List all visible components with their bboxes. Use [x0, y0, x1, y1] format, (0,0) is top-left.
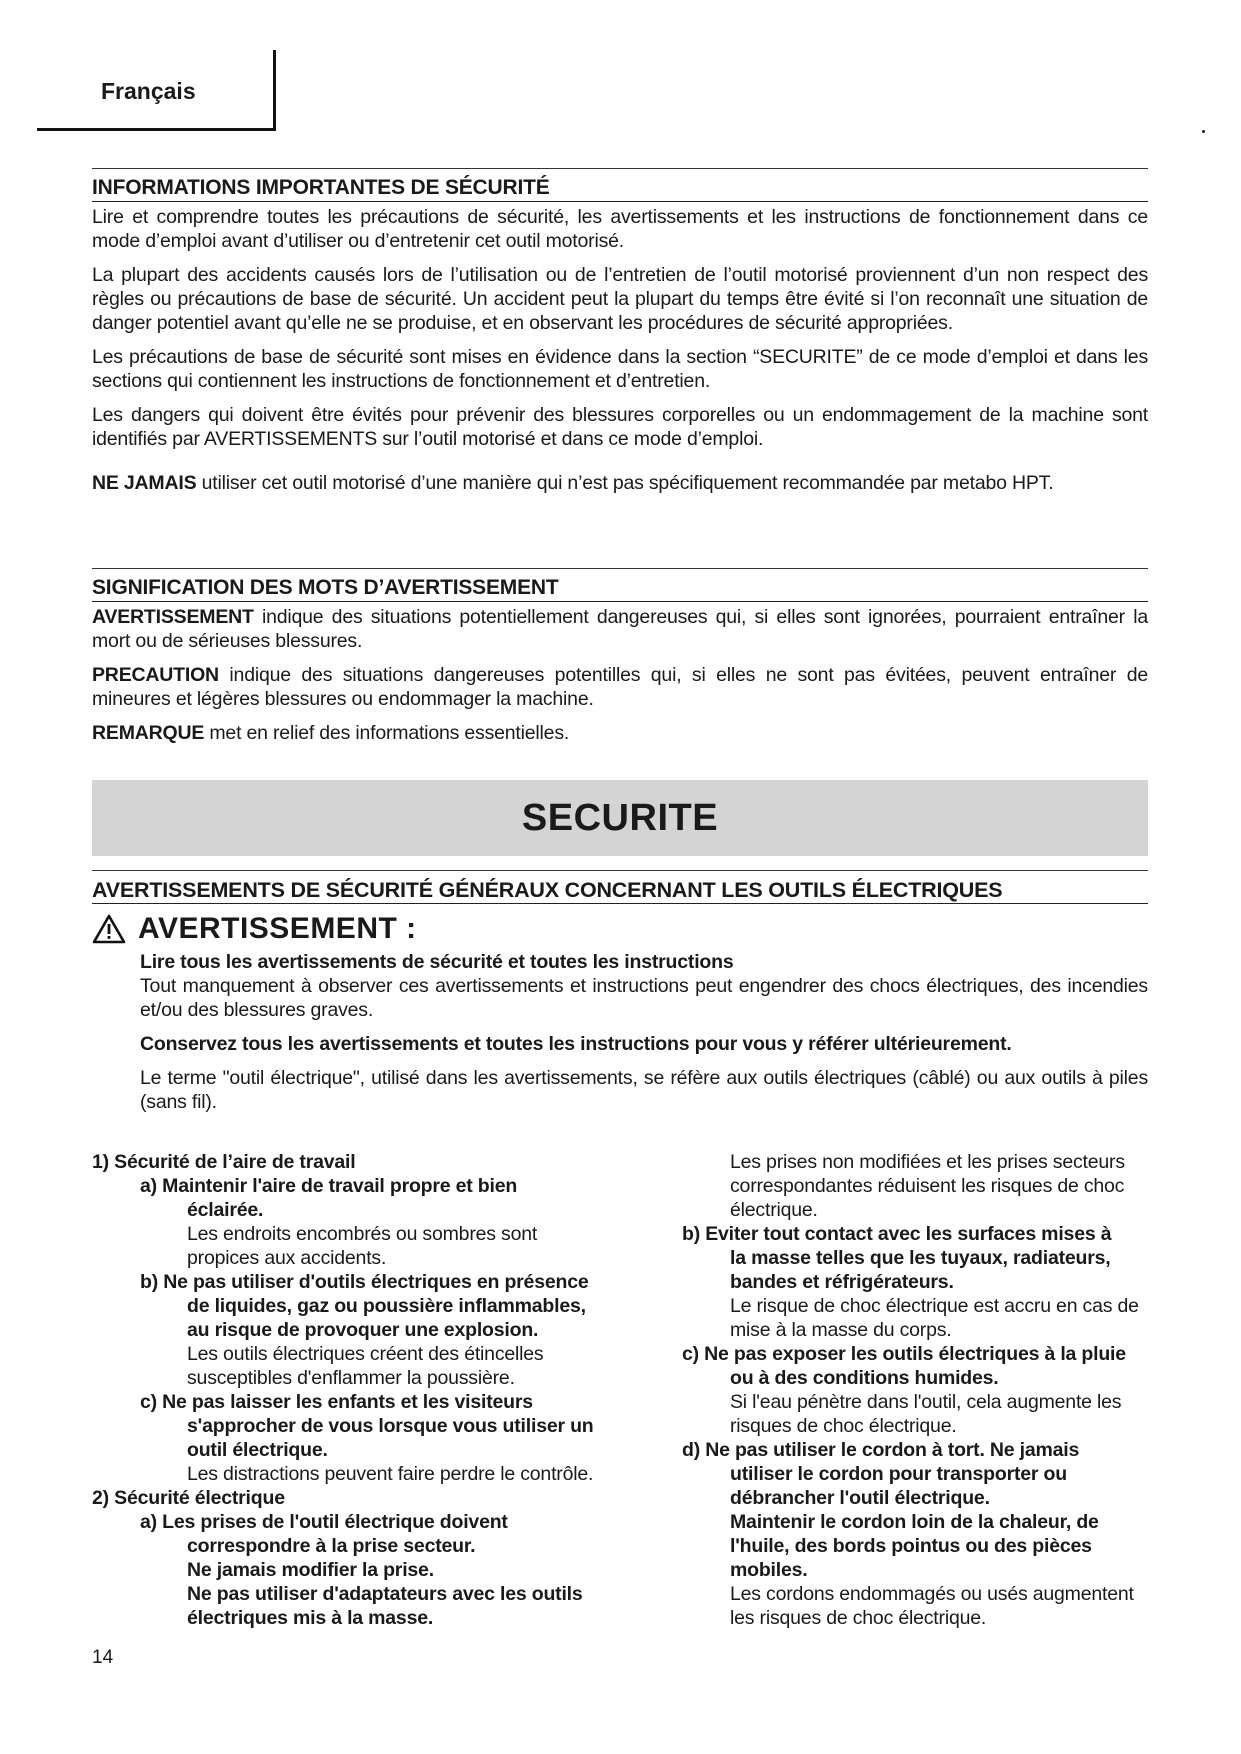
term-label: PRECAUTION [92, 664, 219, 686]
never-paragraph [92, 471, 1148, 495]
important-safety-section [92, 168, 1148, 495]
item-text: Si l'eau pénètre dans l'outil, cela augmente les risques de choc électrique. [730, 1391, 1122, 1437]
read-all-heading: Lire tous les avertissements de sécurité et toutes les instructions [140, 951, 734, 973]
section-title: INFORMATIONS IMPORTANTES DE SÉCURITÉ [92, 168, 1148, 202]
definition-note [92, 721, 1148, 745]
warning-title: AVERTISSEMENT : [138, 912, 417, 945]
item-heading: a) Maintenir l'aire de travail propre et bien [140, 1175, 518, 1197]
paragraph: Les précautions de base de sécurité sont mises en évidence dans la section “SECURITE” de ce mode d’emploi et dans les sections qui contiennent les instructions de fonctionnement et d’entretien. [92, 346, 1148, 392]
section-title: AVERTISSEMENTS DE SÉCURITÉ GÉNÉRAUX CONCERNANT LES OUTILS ÉLECTRIQUES [92, 870, 1148, 904]
language-label: Français [101, 78, 196, 104]
item-heading: c) Ne pas exposer les outils électriques à la pluie [682, 1343, 1126, 1365]
warning-heading [92, 912, 1148, 946]
item-heading-cont: la masse telles que les tuyaux, radiateurs, bandes et réfrigérateurs. [730, 1247, 1111, 1293]
banner-title: SECURITE [521, 796, 719, 839]
subsection-title: 2) Sécurité électrique [92, 1487, 285, 1509]
item-heading-cont: correspondre à la prise secteur. [187, 1535, 476, 1557]
item-text: Le risque de choc électrique est accru en cas de mise à la masse du corps. [730, 1295, 1139, 1341]
item-text: Les prises non modifiées et les prises secteurs correspondantes réduisent les risques de choc électrique. [730, 1151, 1125, 1221]
item-heading-cont: ou à des conditions humides. [730, 1367, 999, 1389]
item-text: Les distractions peuvent faire perdre le contrôle. [187, 1463, 594, 1485]
never-text: utiliser cet outil motorisé d’une manière qui n’est pas spécifiquement recommandée par metabo HPT. [196, 472, 1054, 494]
item-text: Les outils électriques créent des étincelles susceptibles d'enflammer la poussière. [187, 1343, 544, 1389]
item-heading-cont: Ne pas utiliser d'adaptateurs avec les outils électriques mis à la masse. [187, 1583, 583, 1629]
term-label: REMARQUE [92, 722, 205, 744]
never-label: NE JAMAIS [92, 472, 197, 494]
item-heading: b) Ne pas utiliser d'outils électriques en présence [140, 1271, 589, 1293]
item-heading-cont: éclairée. [187, 1199, 264, 1221]
subsection-title: 1) Sécurité de l’aire de travail [92, 1151, 356, 1173]
paragraph: Les dangers qui doivent être évités pour prévenir des blessures corporelles ou un endommagement de la machine sont identifiés par AVERTISSEMENTS sur l’outil motorisé et dans ce mode d’emploi. [92, 404, 1148, 450]
warning-words-section [92, 568, 1148, 745]
item-heading: c) Ne pas laisser les enfants et les visiteurs [140, 1391, 533, 1413]
left-column [92, 1150, 612, 1630]
item-heading-cont: Ne jamais modifier la prise. [187, 1559, 434, 1581]
language-tab [37, 50, 276, 131]
paragraph: Tout manquement à observer ces avertissements et instructions peut engendrer des chocs électriques, des incendies et/ou des blessures graves. [140, 975, 1148, 1021]
item-text: Les cordons endommagés ou usés augmentent les risques de choc électrique. [730, 1583, 1134, 1629]
definition-warning [92, 605, 1148, 653]
warning-triangle-icon [92, 914, 126, 944]
term-text: indique des situations potentiellement dangereuses qui, si elles sont ignorées, pourraient entraîner la mort ou de sérieuses blessures. [92, 606, 1148, 652]
section-title: SIGNIFICATION DES MOTS D’AVERTISSEMENT [92, 568, 1148, 602]
stray-dot [1202, 130, 1205, 133]
right-column [682, 1150, 1148, 1630]
page-number: 14 [92, 1647, 114, 1668]
term-text: met en relief des informations essentielles. [204, 722, 570, 744]
item-heading: d) Ne pas utiliser le cordon à tort. Ne jamais [682, 1439, 1080, 1461]
paragraph: La plupart des accidents causés lors de l’utilisation ou de l’entretien de l’outil motorisé proviennent d’un non respect des règles ou précautions de base de sécurité. Un accident peut la plupart du temps être évité si l’on reconnaît une situation de danger potentiel avant qu’elle ne se produise, et en observant les procédures de sécurité appropriées. [92, 264, 1148, 334]
term-definition: Le terme "outil électrique", utilisé dans les avertissements, se réfère aux outils électriques (câblé) ou aux outils à piles (sans fil). [140, 1067, 1148, 1113]
general-warnings-section [92, 870, 1148, 1114]
item-heading: b) Eviter tout contact avec les surfaces mises à [682, 1223, 1112, 1245]
item-heading-cont: utiliser le cordon pour transporter ou débrancher l'outil électrique. [730, 1463, 1067, 1509]
keep-instructions: Conservez tous les avertissements et toutes les instructions pour vous y référer ultérieurement. [140, 1033, 1012, 1055]
term-label: AVERTISSEMENT [92, 606, 254, 628]
definition-caution [92, 663, 1148, 711]
item-text: Les endroits encombrés ou sombres sont propices aux accidents. [187, 1223, 538, 1269]
securite-banner [92, 780, 1148, 856]
paragraph: Lire et comprendre toutes les précautions de sécurité, les avertissements et les instructions de fonctionnement dans ce mode d’emploi avant d’utiliser ou d’entretenir cet outil motorisé. [92, 206, 1148, 252]
item-heading-cont: de liquides, gaz ou poussière inflammables, au risque de provoquer une explosion. [187, 1295, 586, 1341]
term-text: indique des situations dangereuses potentilles qui, si elles ne sont pas évitées, peuvent entraîner de mineures et légères blessures ou endommager la machine. [92, 664, 1148, 710]
item-heading-cont: s'approcher de vous lorsque vous utiliser un outil électrique. [187, 1415, 594, 1461]
item-heading-cont: Maintenir le cordon loin de la chaleur, de l'huile, des bords pointus ou des pièces mobiles. [730, 1511, 1099, 1581]
item-heading: a) Les prises de l'outil électrique doivent [140, 1511, 508, 1533]
